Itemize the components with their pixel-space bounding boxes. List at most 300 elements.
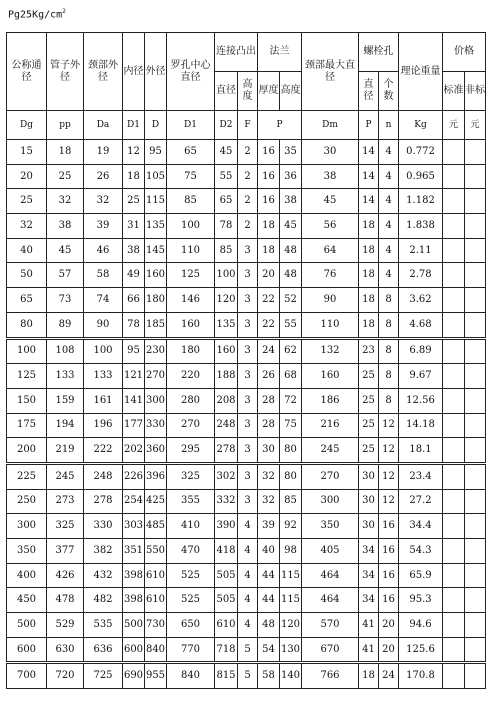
table-cell: 254	[123, 489, 145, 514]
table-cell	[443, 338, 465, 364]
table-cell: 45	[302, 189, 359, 214]
header-bolt-circle: 罗孔中心直径	[167, 33, 215, 111]
table-cell: 600	[7, 637, 47, 663]
header-rf-diameter: 直径	[215, 72, 238, 111]
table-cell: 14	[359, 164, 379, 189]
table-cell: 9.67	[399, 364, 443, 389]
table-cell: 570	[302, 613, 359, 638]
table-cell: 6.89	[399, 338, 443, 364]
table-cell: 95.3	[399, 588, 443, 613]
table-cell: 65.9	[399, 563, 443, 588]
table-cell: 44	[258, 563, 280, 588]
table-cell: 720	[47, 663, 84, 689]
table-cell: 125	[167, 263, 215, 288]
header-outer-d: 外径	[145, 33, 167, 111]
table-cell: 3	[238, 388, 258, 413]
table-cell: 78	[215, 214, 238, 239]
table-cell: 295	[167, 438, 215, 464]
table-cell: 180	[145, 288, 167, 313]
table-cell: 125	[7, 364, 47, 389]
table-cell: 160	[167, 312, 215, 338]
table-cell: 105	[145, 164, 167, 189]
table-cell: 18.1	[399, 438, 443, 464]
symbol-cell: Kg	[399, 111, 443, 140]
table-cell: 85	[280, 489, 302, 514]
table-cell: 22	[258, 312, 280, 338]
table-cell: 26	[84, 164, 123, 189]
table-cell: 2	[238, 140, 258, 165]
table-cell	[465, 463, 486, 489]
table-cell: 175	[7, 413, 47, 438]
table-cell: 390	[215, 514, 238, 539]
table-cell: 4	[379, 214, 399, 239]
header-pipe-od: 管子外径	[47, 33, 84, 111]
table-cell: 115	[145, 189, 167, 214]
table-cell: 141	[123, 388, 145, 413]
table-cell: 16	[258, 140, 280, 165]
table-cell: 470	[167, 539, 215, 564]
table-cell: 3	[238, 438, 258, 464]
table-cell: 16	[379, 588, 399, 613]
table-cell: 80	[280, 463, 302, 489]
table-cell: 110	[167, 238, 215, 263]
table-cell: 20	[379, 637, 399, 663]
table-cell: 270	[145, 364, 167, 389]
table-cell: 245	[302, 438, 359, 464]
table-cell: 14	[359, 140, 379, 165]
table-cell: 32	[47, 189, 84, 214]
table-cell: 18	[359, 238, 379, 263]
table-cell: 8	[379, 288, 399, 313]
table-cell: 80	[280, 438, 302, 464]
table-cell: 23.4	[399, 463, 443, 489]
table-cell: 550	[145, 539, 167, 564]
table-cell: 280	[167, 388, 215, 413]
table-cell: 125.6	[399, 637, 443, 663]
table-cell: 66	[123, 288, 145, 313]
table-cell: 159	[47, 388, 84, 413]
table-cell: 500	[123, 613, 145, 638]
table-cell: 160	[302, 364, 359, 389]
table-cell: 115	[280, 588, 302, 613]
table-cell: 98	[280, 539, 302, 564]
table-cell: 14	[359, 189, 379, 214]
table-cell: 32	[258, 489, 280, 514]
table-cell: 450	[7, 588, 47, 613]
table-row	[7, 463, 486, 489]
table-cell: 39	[258, 514, 280, 539]
table-cell: 30	[359, 514, 379, 539]
table-cell: 18	[359, 663, 379, 689]
table-cell: 230	[145, 338, 167, 364]
table-cell: 1.838	[399, 214, 443, 239]
table-cell: 690	[123, 663, 145, 689]
table-cell: 670	[302, 637, 359, 663]
table-cell: 140	[280, 663, 302, 689]
table-cell: 48	[280, 238, 302, 263]
table-cell: 41	[359, 613, 379, 638]
table-cell: 185	[145, 312, 167, 338]
table-cell: 216	[302, 413, 359, 438]
table-cell: 535	[84, 613, 123, 638]
table-cell: 45	[215, 140, 238, 165]
table-cell: 89	[47, 312, 84, 338]
table-cell: 68	[280, 364, 302, 389]
table-cell	[465, 312, 486, 338]
table-cell: 133	[47, 364, 84, 389]
table-cell: 34	[359, 563, 379, 588]
table-cell: 48	[280, 263, 302, 288]
table-cell: 41	[359, 637, 379, 663]
symbol-row	[7, 111, 486, 140]
table-row	[7, 637, 486, 663]
table-row	[7, 663, 486, 689]
table-cell: 54	[258, 637, 280, 663]
table-cell: 426	[47, 563, 84, 588]
symbol-cell: Dg	[7, 111, 47, 140]
table-cell	[465, 189, 486, 214]
symbol-cell: n	[379, 111, 399, 140]
table-cell: 16	[379, 563, 399, 588]
table-cell: 245	[47, 463, 84, 489]
table-cell: 38	[280, 189, 302, 214]
table-cell: 610	[145, 588, 167, 613]
table-cell	[443, 238, 465, 263]
table-cell: 130	[280, 637, 302, 663]
header-fl-height: 高度	[280, 72, 302, 111]
table-cell: 95	[123, 338, 145, 364]
table-row	[7, 288, 486, 313]
table-cell: 32	[7, 214, 47, 239]
table-cell	[443, 489, 465, 514]
table-cell: 25	[7, 189, 47, 214]
table-cell: 12	[379, 413, 399, 438]
table-cell: 12.56	[399, 388, 443, 413]
table-cell: 40	[258, 539, 280, 564]
table-row	[7, 238, 486, 263]
table-cell: 410	[167, 514, 215, 539]
table-cell: 4	[238, 563, 258, 588]
table-cell	[465, 388, 486, 413]
table-cell: 766	[302, 663, 359, 689]
table-cell: 32	[258, 463, 280, 489]
table-row	[7, 388, 486, 413]
table-cell: 25	[123, 189, 145, 214]
table-cell: 16	[379, 539, 399, 564]
table-cell: 74	[84, 288, 123, 313]
table-cell: 330	[84, 514, 123, 539]
table-cell: 90	[302, 288, 359, 313]
table-cell: 0.772	[399, 140, 443, 165]
table-cell: 30	[258, 438, 280, 464]
table-cell: 770	[167, 637, 215, 663]
table-cell: 133	[84, 364, 123, 389]
table-cell: 100	[84, 338, 123, 364]
table-cell	[443, 514, 465, 539]
table-cell	[465, 338, 486, 364]
table-cell: 25	[359, 364, 379, 389]
table-cell: 225	[7, 463, 47, 489]
header-inner-d: 内径	[123, 33, 145, 111]
table-cell: 58	[258, 663, 280, 689]
table-cell: 377	[47, 539, 84, 564]
table-cell: 120	[280, 613, 302, 638]
table-cell: 5	[238, 663, 258, 689]
table-cell: 1.182	[399, 189, 443, 214]
symbol-cell: P	[359, 111, 379, 140]
table-cell: 325	[47, 514, 84, 539]
table-cell: 485	[145, 514, 167, 539]
table-cell: 2	[238, 189, 258, 214]
table-cell: 3	[238, 338, 258, 364]
table-cell	[443, 312, 465, 338]
symbol-cell: F	[238, 111, 258, 140]
table-cell: 303	[123, 514, 145, 539]
header-raised-face: 连接凸出	[215, 33, 258, 72]
table-cell: 396	[145, 463, 167, 489]
table-cell: 65	[7, 288, 47, 313]
table-cell: 39	[84, 214, 123, 239]
table-cell: 160	[215, 338, 238, 364]
symbol-cell: D1	[167, 111, 215, 140]
table-cell: 18	[359, 263, 379, 288]
table-cell: 0.965	[399, 164, 443, 189]
table-cell: 34	[359, 588, 379, 613]
table-cell: 302	[215, 463, 238, 489]
table-cell: 2	[238, 164, 258, 189]
table-cell	[465, 563, 486, 588]
table-cell: 25	[359, 388, 379, 413]
table-cell: 350	[302, 514, 359, 539]
table-cell	[443, 140, 465, 165]
header-price-nonstd: 非标	[465, 72, 486, 111]
table-cell: 222	[84, 438, 123, 464]
table-cell: 248	[84, 463, 123, 489]
table-cell: 44	[258, 588, 280, 613]
table-cell: 8	[379, 338, 399, 364]
table-cell: 718	[215, 637, 238, 663]
header-neck-max: 颈部最大直径	[302, 33, 359, 111]
table-cell: 92	[280, 514, 302, 539]
table-cell: 48	[258, 613, 280, 638]
table-cell: 4	[379, 238, 399, 263]
table-cell: 90	[84, 312, 123, 338]
table-cell: 610	[145, 563, 167, 588]
table-cell: 12	[379, 438, 399, 464]
table-cell: 161	[84, 388, 123, 413]
table-cell: 115	[280, 563, 302, 588]
table-cell: 135	[215, 312, 238, 338]
table-cell: 208	[215, 388, 238, 413]
table-cell: 64	[302, 238, 359, 263]
table-cell: 5	[238, 637, 258, 663]
table-cell: 425	[145, 489, 167, 514]
symbol-cell: Dm	[302, 111, 359, 140]
table-row	[7, 364, 486, 389]
table-cell: 4.68	[399, 312, 443, 338]
table-cell: 355	[167, 489, 215, 514]
header-nominal: 公称通径	[7, 33, 47, 111]
table-cell: 840	[145, 637, 167, 663]
table-cell: 110	[302, 312, 359, 338]
table-cell: 18	[258, 214, 280, 239]
table-cell: 332	[215, 489, 238, 514]
table-cell: 200	[7, 438, 47, 464]
table-cell: 31	[123, 214, 145, 239]
table-cell	[443, 588, 465, 613]
table-cell: 65	[167, 140, 215, 165]
table-cell: 505	[215, 588, 238, 613]
table-cell: 2	[238, 214, 258, 239]
table-cell	[465, 539, 486, 564]
table-cell: 95	[145, 140, 167, 165]
table-cell: 188	[215, 364, 238, 389]
table-cell	[465, 288, 486, 313]
table-cell	[465, 364, 486, 389]
table-cell: 25	[359, 438, 379, 464]
table-cell: 132	[302, 338, 359, 364]
symbol-cell: 元	[443, 111, 465, 140]
table-row	[7, 489, 486, 514]
table-cell	[465, 164, 486, 189]
table-cell: 248	[215, 413, 238, 438]
table-cell: 20	[7, 164, 47, 189]
table-cell: 525	[167, 588, 215, 613]
table-cell	[443, 463, 465, 489]
table-cell: 273	[47, 489, 84, 514]
table-cell: 3	[238, 288, 258, 313]
table-cell: 100	[167, 214, 215, 239]
table-cell: 20	[258, 263, 280, 288]
header-bolt-hole: 螺栓孔	[359, 33, 399, 72]
table-cell: 22	[258, 288, 280, 313]
table-cell: 45	[280, 214, 302, 239]
table-cell: 15	[7, 140, 47, 165]
table-cell: 30	[359, 489, 379, 514]
table-cell: 14.18	[399, 413, 443, 438]
table-cell	[443, 438, 465, 464]
table-cell: 55	[280, 312, 302, 338]
table-cell: 12	[379, 463, 399, 489]
table-cell: 325	[167, 463, 215, 489]
header-weight: 理论重量	[399, 33, 443, 111]
table-row	[7, 438, 486, 464]
table-cell	[443, 288, 465, 313]
table-cell: 226	[123, 463, 145, 489]
table-cell: 529	[47, 613, 84, 638]
table-cell: 4	[379, 263, 399, 288]
table-cell	[443, 563, 465, 588]
table-row	[7, 140, 486, 165]
table-cell: 2.11	[399, 238, 443, 263]
table-cell: 730	[145, 613, 167, 638]
table-cell	[465, 413, 486, 438]
table-cell: 85	[215, 238, 238, 263]
table-cell: 650	[167, 613, 215, 638]
table-cell	[443, 637, 465, 663]
table-cell: 26	[258, 364, 280, 389]
table-cell: 58	[84, 263, 123, 288]
table-cell: 3.62	[399, 288, 443, 313]
table-cell: 46	[84, 238, 123, 263]
table-row	[7, 588, 486, 613]
table-cell: 630	[47, 637, 84, 663]
table-cell: 18	[258, 238, 280, 263]
table-cell	[443, 189, 465, 214]
flange-spec-table	[6, 32, 486, 689]
table-cell: 177	[123, 413, 145, 438]
table-cell: 40	[7, 238, 47, 263]
table-cell: 16	[258, 189, 280, 214]
table-cell: 220	[167, 364, 215, 389]
table-cell: 32	[84, 189, 123, 214]
table-cell	[443, 214, 465, 239]
table-row	[7, 312, 486, 338]
table-cell: 202	[123, 438, 145, 464]
header-neck-od: 颈部外径	[84, 33, 123, 111]
table-cell: 840	[167, 663, 215, 689]
table-cell	[465, 588, 486, 613]
table-cell: 3	[238, 489, 258, 514]
table-cell: 12	[379, 489, 399, 514]
table-cell	[465, 514, 486, 539]
symbol-cell: D	[145, 111, 167, 140]
table-cell: 27.2	[399, 489, 443, 514]
table-cell: 54.3	[399, 539, 443, 564]
table-cell: 600	[123, 637, 145, 663]
table-cell: 525	[167, 563, 215, 588]
table-cell: 250	[7, 489, 47, 514]
table-cell: 350	[7, 539, 47, 564]
table-cell: 8	[379, 364, 399, 389]
table-cell: 3	[238, 364, 258, 389]
table-row	[7, 563, 486, 588]
table-cell: 4	[238, 539, 258, 564]
table-cell: 180	[167, 338, 215, 364]
table-cell	[465, 263, 486, 288]
table-cell: 8	[379, 312, 399, 338]
table-cell: 30	[302, 140, 359, 165]
table-cell: 8	[379, 388, 399, 413]
table-cell: 2.78	[399, 263, 443, 288]
table-cell: 194	[47, 413, 84, 438]
table-cell: 400	[7, 563, 47, 588]
table-cell: 955	[145, 663, 167, 689]
table-cell	[465, 663, 486, 689]
table-cell: 418	[215, 539, 238, 564]
table-cell: 636	[84, 637, 123, 663]
table-cell: 478	[47, 588, 84, 613]
table-cell	[465, 613, 486, 638]
table-cell: 382	[84, 539, 123, 564]
table-cell: 25	[359, 413, 379, 438]
table-cell: 464	[302, 563, 359, 588]
table-cell: 146	[167, 288, 215, 313]
table-cell: 3	[238, 238, 258, 263]
table-cell: 219	[47, 438, 84, 464]
table-cell	[443, 388, 465, 413]
header-price-std: 标准	[443, 72, 465, 111]
table-cell: 80	[7, 312, 47, 338]
table-cell: 62	[280, 338, 302, 364]
table-cell: 36	[280, 164, 302, 189]
table-cell: 24	[379, 663, 399, 689]
symbol-cell: pp	[47, 111, 84, 140]
table-cell: 351	[123, 539, 145, 564]
header-fl-thickness: 厚度	[258, 72, 280, 111]
table-cell: 4	[379, 164, 399, 189]
table-cell: 100	[215, 263, 238, 288]
